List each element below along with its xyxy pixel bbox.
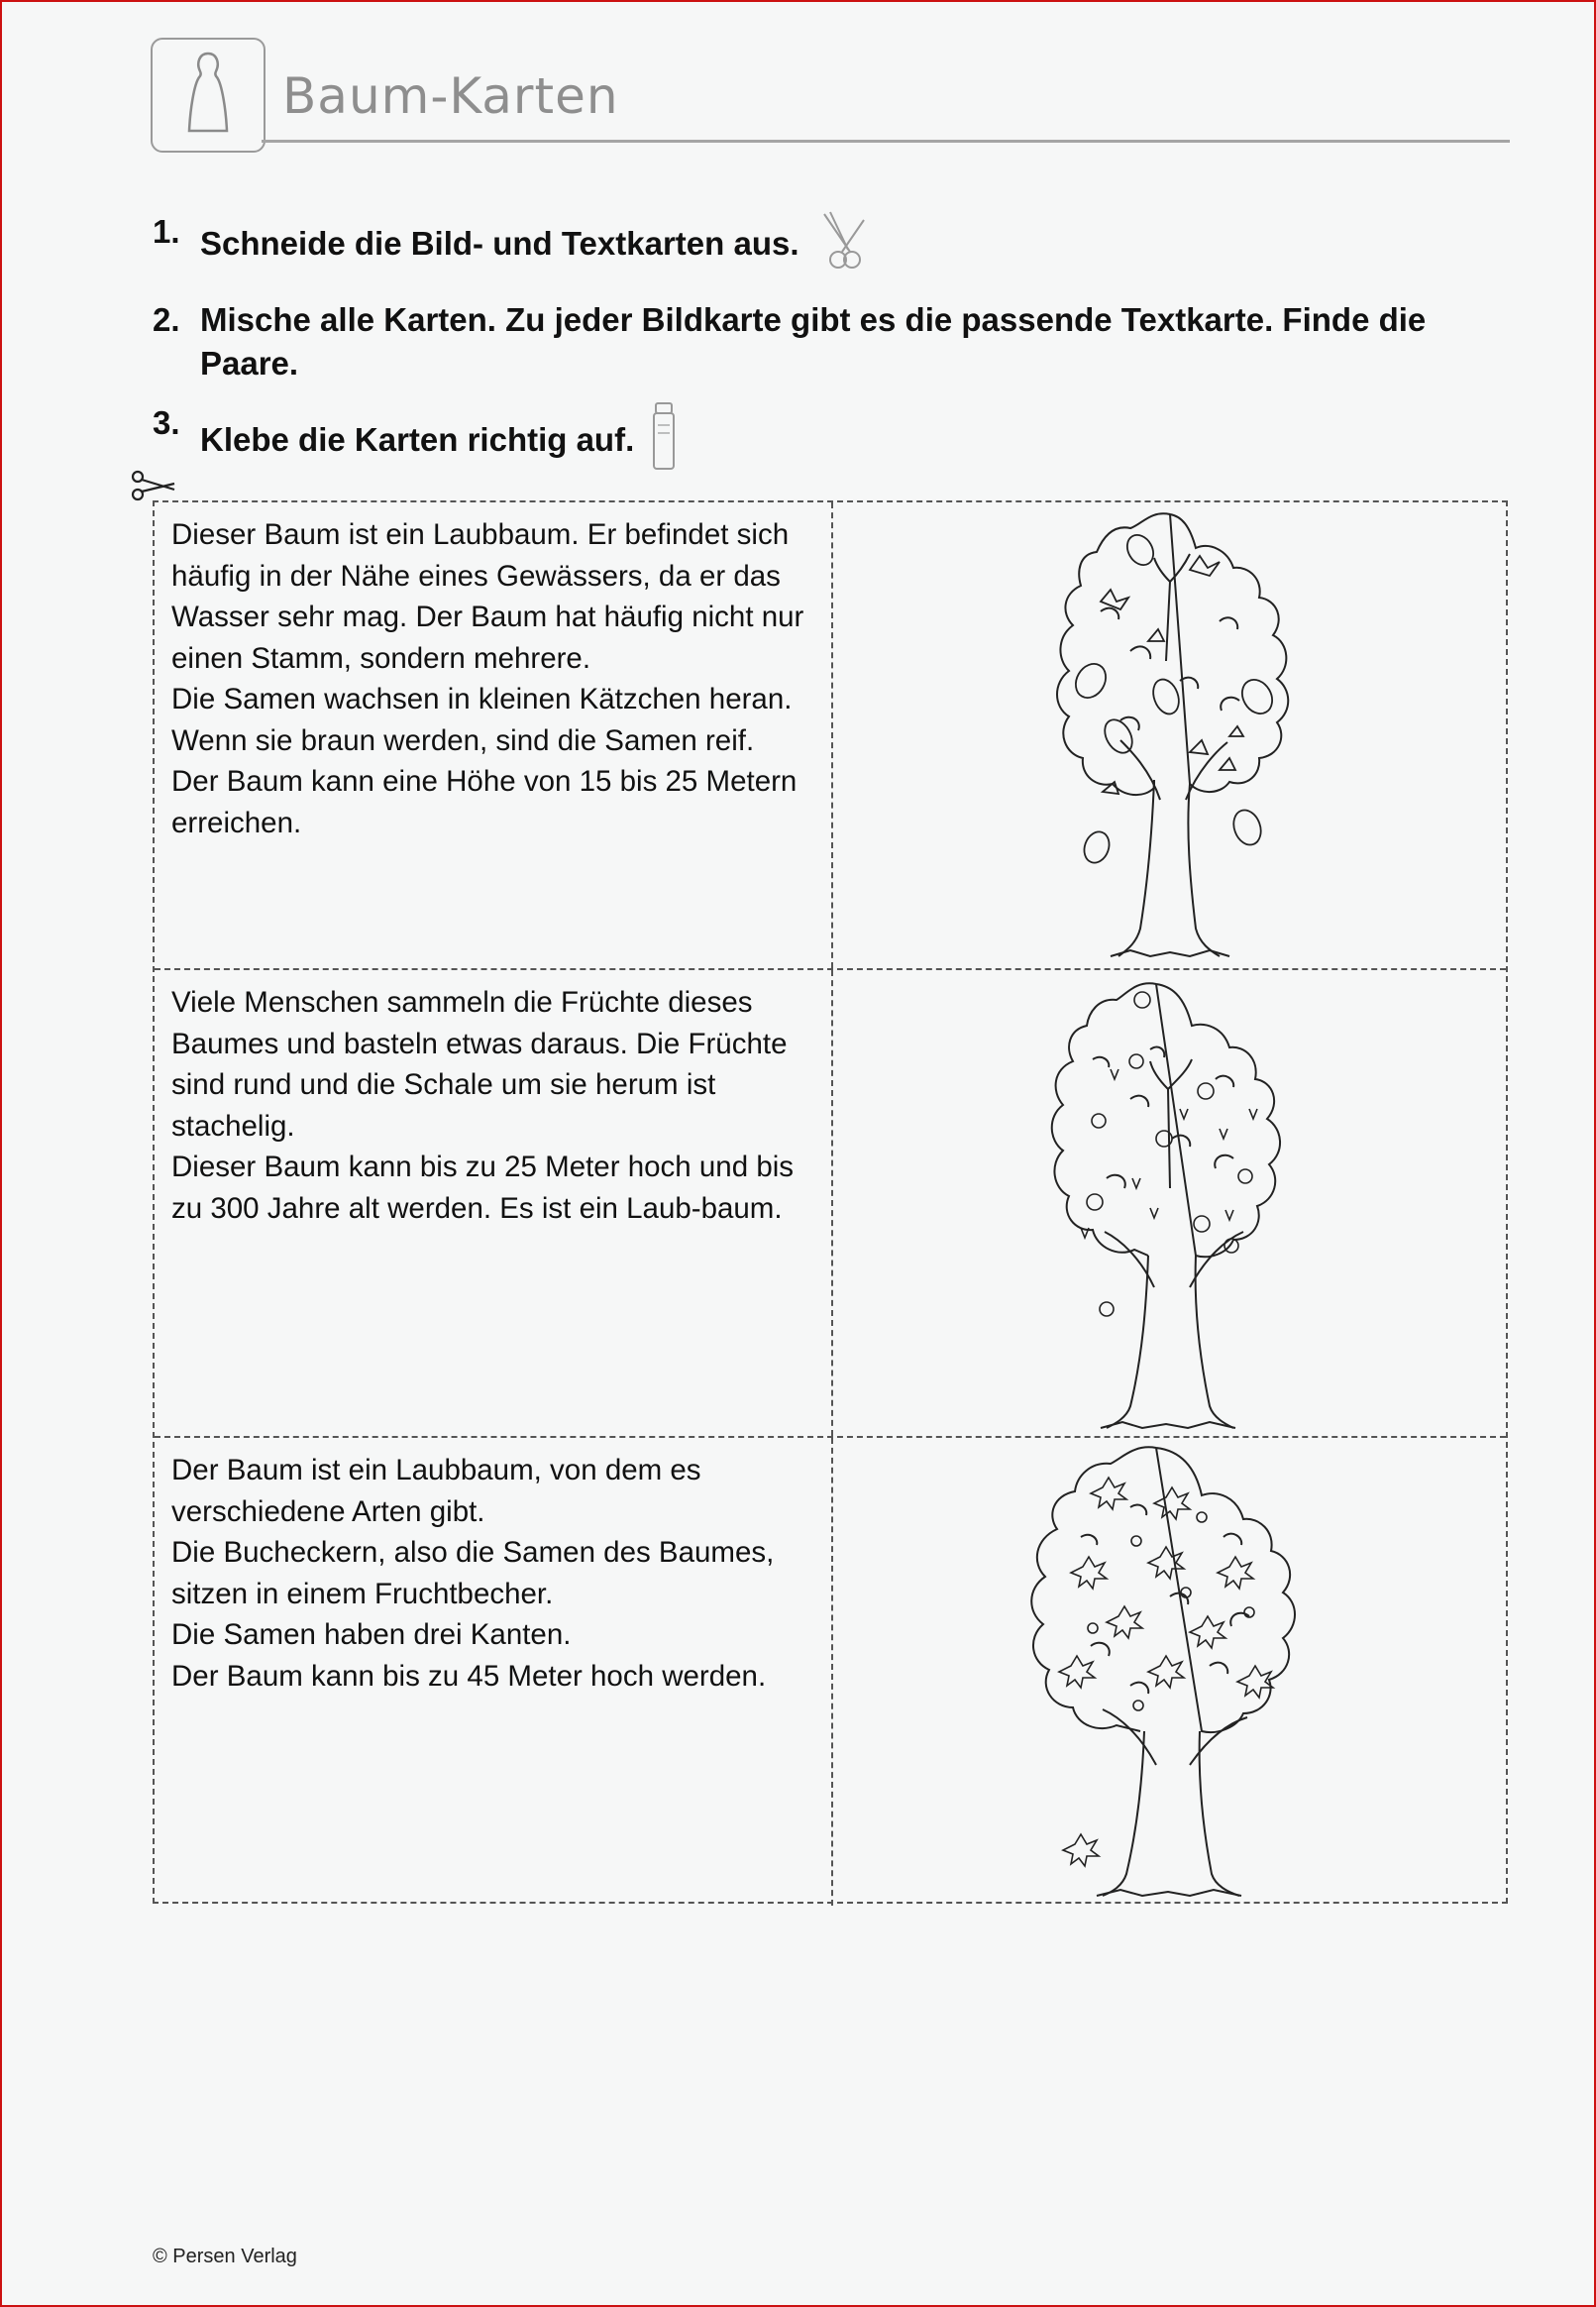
header	[151, 38, 1510, 155]
card-paragraph: Die Bucheckern, also die Samen des Baumes, sitzen in einem Fruchtbecher.	[171, 1536, 775, 1610]
instruction-step-1	[151, 210, 1478, 282]
card-row	[155, 1438, 1506, 1906]
card-grid	[153, 500, 1508, 1904]
copyright-footer: © Persen Verlag	[153, 2246, 297, 2267]
card-row	[155, 970, 1506, 1438]
card-paragraph: Dieser Baum kann bis zu 25 Meter hoch und bis zu 300 Jahre alt werden. Es ist ein Laub-baum.	[171, 1151, 795, 1225]
chestnut-tree-illustration	[833, 970, 1508, 1436]
card-paragraph: Der Baum ist ein Laubbaum, von dem es verschiedene Arten gibt.	[171, 1454, 701, 1528]
step-number: 3.	[153, 404, 180, 441]
card-paragraph: Viele Menschen sammeln die Früchte dieses Baumes und basteln etwas daraus. Die Früchte sind rund und die Schale um sie herum ist stachelig.	[171, 986, 788, 1143]
glue-stick-icon	[651, 401, 677, 484]
card-row	[155, 502, 1506, 970]
step-text: Mische alle Karten. Zu jeder Bildkarte gibt es die passende Textkarte. Finde die Paare.	[200, 301, 1427, 382]
card-paragraph: Dieser Baum ist ein Laubbaum. Er befindet sich häufig in der Nähe eines Gewässers, da er das Wasser sehr mag. Der Baum hat häufig nicht nur einen Stamm, sondern mehrere.	[171, 518, 804, 675]
card-paragraph: Die Samen haben drei Kanten.	[171, 1618, 572, 1651]
step-text: Schneide die Bild- und Textkarten aus.	[200, 225, 799, 263]
instructions-list	[151, 210, 1478, 499]
step-number: 2.	[153, 301, 180, 338]
alder-tree-illustration	[833, 502, 1508, 968]
card-paragraph: Die Samen wachsen in kleinen Kätzchen heran. Wenn sie braun werden, sind die Samen reif.	[171, 683, 793, 757]
instruction-step-3	[151, 401, 1478, 484]
step-number: 1.	[153, 213, 180, 250]
figure-icon	[151, 38, 266, 153]
page-title: Baum-Karten	[282, 67, 619, 125]
instruction-step-2	[151, 298, 1478, 385]
text-card	[155, 1438, 833, 1906]
step-text: Klebe die Karten richtig auf.	[200, 421, 635, 459]
header-rule	[262, 140, 1510, 143]
text-card	[155, 970, 833, 1436]
beech-tree-illustration	[833, 1438, 1508, 1906]
card-paragraph: Der Baum kann eine Höhe von 15 bis 25 Metern erreichen.	[171, 765, 798, 839]
text-card	[155, 502, 833, 968]
card-paragraph: Der Baum kann bis zu 45 Meter hoch werden.	[171, 1659, 767, 1693]
scissors-icon	[816, 210, 872, 282]
